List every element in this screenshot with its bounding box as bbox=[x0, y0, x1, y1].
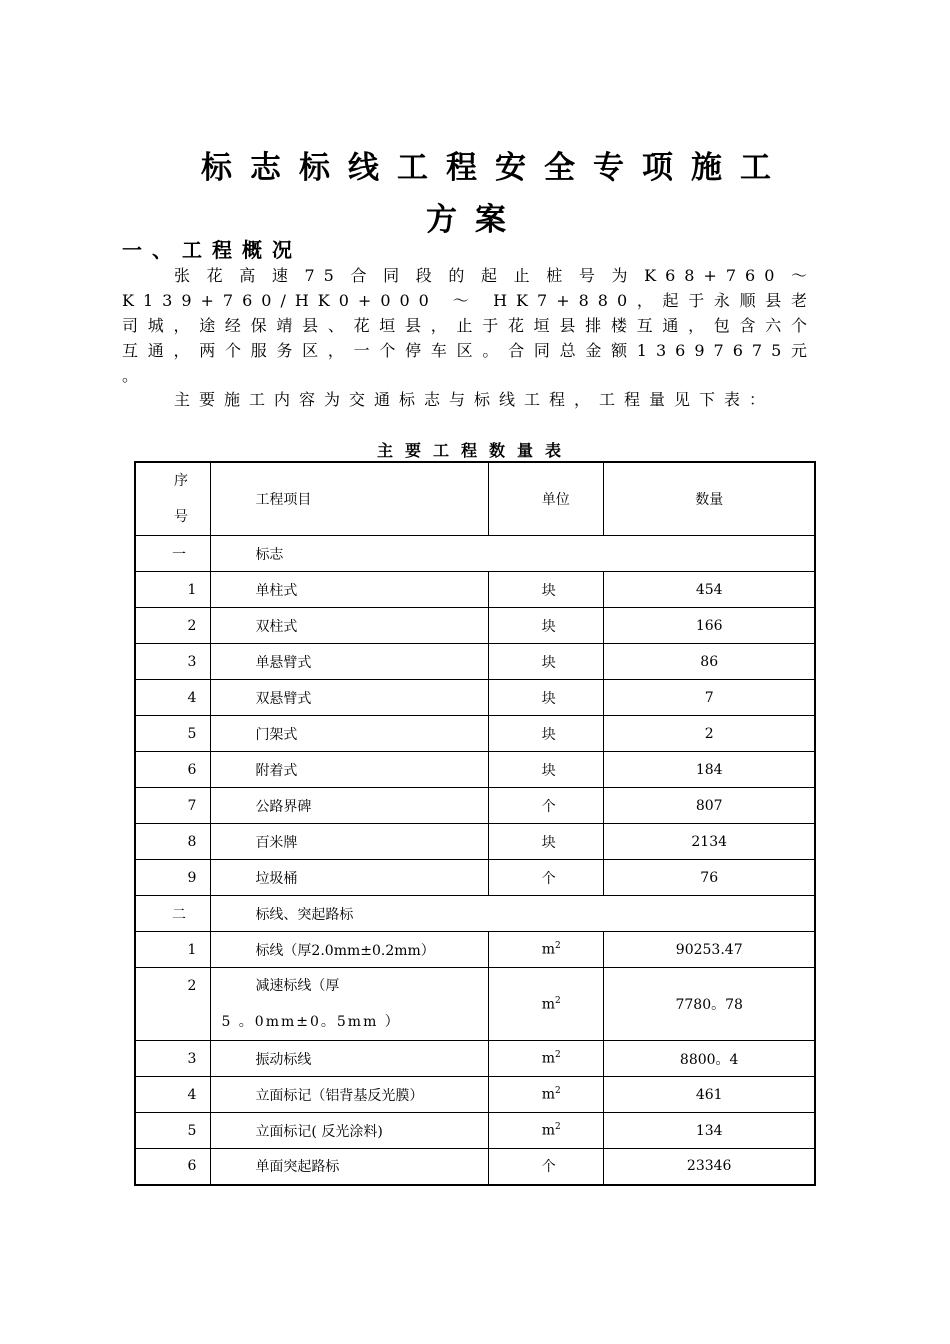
header-unit: 单位 bbox=[488, 462, 604, 536]
table-row bbox=[135, 572, 815, 608]
row-unit: 块 bbox=[488, 824, 604, 860]
row-item: 振动标线 bbox=[211, 1041, 488, 1077]
group-row-signs bbox=[135, 536, 815, 572]
row-no: 4 bbox=[135, 680, 211, 716]
row-unit: 块 bbox=[488, 608, 604, 644]
table-row bbox=[135, 824, 815, 860]
row-no: 2 bbox=[135, 968, 211, 1041]
header-no bbox=[135, 462, 211, 536]
table-row bbox=[135, 968, 815, 1041]
row-unit: 个 bbox=[488, 860, 604, 896]
row-no: 1 bbox=[135, 572, 211, 608]
row-unit: 块 bbox=[488, 644, 604, 680]
row-unit bbox=[488, 1113, 604, 1149]
scope-paragraph: 主要施工内容为交通标志与标线工程，工程量见下表： bbox=[174, 390, 775, 409]
row-no: 2 bbox=[135, 608, 211, 644]
table-row bbox=[135, 1041, 815, 1077]
header-item: 工程项目 bbox=[211, 462, 488, 536]
table-title: 主要工程数量表 bbox=[376, 441, 573, 460]
row-no: 9 bbox=[135, 860, 211, 896]
table-row bbox=[135, 1149, 815, 1185]
row-qty: 454 bbox=[604, 572, 815, 608]
row-no: 6 bbox=[135, 1149, 211, 1185]
section-heading: 一、工程概况 bbox=[122, 238, 302, 262]
row-unit bbox=[488, 968, 604, 1041]
row-item-line1: 减速标线（厚 bbox=[255, 978, 340, 994]
row-item: 附着式 bbox=[211, 752, 488, 788]
row-no: 6 bbox=[135, 752, 211, 788]
unit-superscript: 2 bbox=[554, 941, 561, 952]
row-item: 立面标记( 反光涂料) bbox=[211, 1113, 488, 1149]
row-item: 百米牌 bbox=[211, 824, 488, 860]
group-row-markings bbox=[135, 896, 815, 932]
row-unit: 块 bbox=[488, 572, 604, 608]
row-no: 5 bbox=[135, 1113, 211, 1149]
unit-text: m bbox=[541, 941, 555, 958]
row-unit bbox=[488, 1041, 604, 1077]
row-item: 单柱式 bbox=[211, 572, 488, 608]
row-qty: 184 bbox=[604, 752, 815, 788]
row-unit: 个 bbox=[488, 1149, 604, 1185]
unit-text: m bbox=[541, 1122, 555, 1139]
row-qty: 90253.47 bbox=[604, 932, 815, 968]
row-item: 立面标记（铝背基反光膜） bbox=[211, 1077, 488, 1113]
row-item: 双悬臂式 bbox=[211, 680, 488, 716]
row-item: 公路界碑 bbox=[211, 788, 488, 824]
table-header-row bbox=[135, 462, 815, 536]
group-name: 标志 bbox=[211, 536, 815, 572]
row-no: 1 bbox=[135, 932, 211, 968]
row-qty: 76 bbox=[604, 860, 815, 896]
unit-superscript: 2 bbox=[554, 1050, 561, 1061]
row-unit: 块 bbox=[488, 680, 604, 716]
row-item-line2: 5 。0mm±0。5mm ） bbox=[221, 1014, 401, 1030]
row-item bbox=[211, 968, 488, 1041]
table-row bbox=[135, 680, 815, 716]
row-unit bbox=[488, 1077, 604, 1113]
document-title-line1: 标志标线工程安全专项施工 bbox=[201, 150, 789, 186]
table-row bbox=[135, 860, 815, 896]
table-row bbox=[135, 1077, 815, 1113]
row-no: 4 bbox=[135, 1077, 211, 1113]
table-row bbox=[135, 608, 815, 644]
row-unit: 块 bbox=[488, 716, 604, 752]
header-no-top: 序 bbox=[174, 473, 188, 489]
row-unit: 个 bbox=[488, 788, 604, 824]
unit-text: m bbox=[541, 1086, 555, 1103]
unit-superscript: 2 bbox=[554, 1122, 561, 1133]
row-qty: 461 bbox=[604, 1077, 815, 1113]
unit-superscript: 2 bbox=[554, 995, 561, 1006]
unit-text: m bbox=[541, 996, 555, 1013]
row-qty: 86 bbox=[604, 644, 815, 680]
row-item: 门架式 bbox=[211, 716, 488, 752]
header-no-bottom: 号 bbox=[174, 509, 188, 525]
row-item: 单面突起路标 bbox=[211, 1149, 488, 1185]
group-no: 二 bbox=[135, 896, 211, 932]
row-qty: 807 bbox=[604, 788, 815, 824]
table-row bbox=[135, 644, 815, 680]
document-title-line2: 方案 bbox=[426, 202, 524, 238]
row-item: 垃圾桶 bbox=[211, 860, 488, 896]
header-qty: 数量 bbox=[604, 462, 815, 536]
row-qty: 8800。4 bbox=[604, 1041, 815, 1077]
table-row bbox=[135, 1113, 815, 1149]
row-no: 5 bbox=[135, 716, 211, 752]
table-row bbox=[135, 932, 815, 968]
row-item: 双柱式 bbox=[211, 608, 488, 644]
row-no: 3 bbox=[135, 1041, 211, 1077]
table-row bbox=[135, 788, 815, 824]
row-qty: 7 bbox=[604, 680, 815, 716]
table-row bbox=[135, 716, 815, 752]
unit-text: m bbox=[541, 1050, 555, 1067]
row-qty: 2134 bbox=[604, 824, 815, 860]
row-qty: 2 bbox=[604, 716, 815, 752]
unit-superscript: 2 bbox=[554, 1086, 561, 1097]
row-qty: 23346 bbox=[604, 1149, 815, 1185]
row-no: 7 bbox=[135, 788, 211, 824]
row-unit bbox=[488, 932, 604, 968]
table-row bbox=[135, 752, 815, 788]
row-qty: 166 bbox=[604, 608, 815, 644]
row-no: 8 bbox=[135, 824, 211, 860]
overview-paragraph: 张花高速75合同段的起止桩号为K68+760～K139+760/HK0+000 ～ HK7+880，起于永顺县老司城，途经保靖县、花垣县，止于花垣县排楼互通，包含六个互通，两个服务区，一个停车区。合同总金额13697675元 。 bbox=[122, 266, 816, 385]
row-qty: 134 bbox=[604, 1113, 815, 1149]
row-item: 标线（厚2.0mm±0.2mm） bbox=[211, 932, 488, 968]
row-unit: 块 bbox=[488, 752, 604, 788]
row-no: 3 bbox=[135, 644, 211, 680]
quantity-table bbox=[134, 461, 816, 1186]
group-name: 标线、突起路标 bbox=[211, 896, 815, 932]
row-item: 单悬臂式 bbox=[211, 644, 488, 680]
group-no: 一 bbox=[135, 536, 211, 572]
row-qty: 7780。78 bbox=[604, 968, 815, 1041]
